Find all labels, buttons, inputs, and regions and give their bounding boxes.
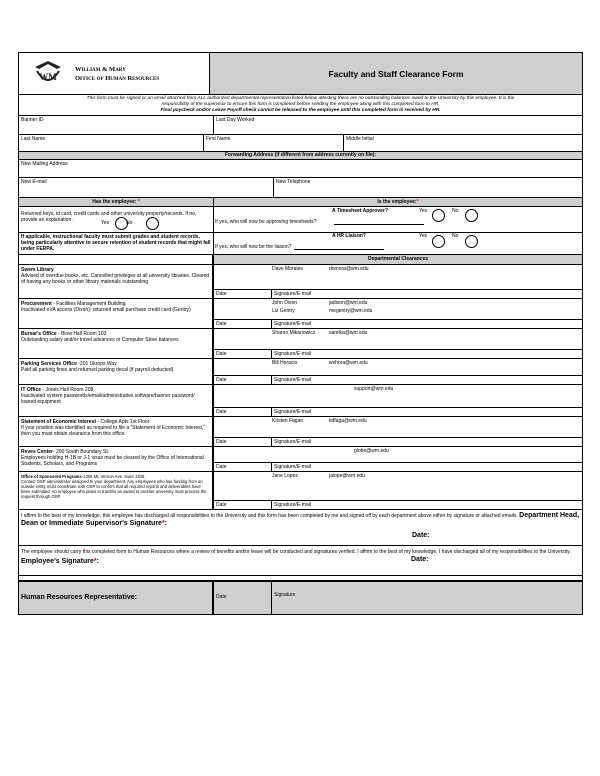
signature-line	[214, 289, 582, 298]
email-field[interactable]	[19, 178, 274, 197]
signature-field[interactable]: Signature/E-mail	[274, 291, 311, 297]
title-block	[209, 53, 582, 94]
timesheet-no-label: No	[452, 208, 459, 214]
date-field[interactable]: Date	[214, 376, 272, 384]
is-employee-header: Is the employee:	[377, 199, 417, 205]
contact-name: John Dixon	[272, 300, 298, 306]
contact-email[interactable]: megentry@wm.edu	[329, 308, 373, 314]
department-name: Reves Center	[21, 449, 53, 455]
liaison-no-radio[interactable]	[465, 235, 478, 248]
employee-affirm: The employee should carry this completed form to Human Resources where a review of benefits and/or leave will be conducted and signatures verified. I affirm to the best of my knowledge, I have discharged all of my responsibilities to the University. Employee's Signature*: Date:	[19, 546, 582, 576]
form-title: Faculty and Staff Clearance Form	[328, 68, 464, 79]
hr-date[interactable]: Date	[214, 582, 272, 614]
hr-signature[interactable]: Signature	[274, 592, 296, 598]
department-name: Procurement	[21, 301, 52, 307]
department-name: Bursar's Office	[21, 331, 57, 337]
signature-field[interactable]: Signature/E-mail	[274, 351, 311, 357]
forwarding-label: Forwarding Address (if different from address currently on file):	[224, 152, 377, 158]
timesheet-question	[214, 207, 582, 232]
department-location: -201 Ukrops Way	[76, 361, 117, 367]
signature-field[interactable]: Signature/E-mail	[274, 439, 311, 445]
middle-initial-field[interactable]	[344, 135, 582, 151]
contact-name: Kristen Fagan	[272, 418, 304, 424]
department-row	[19, 299, 582, 329]
signature-line	[214, 375, 582, 384]
last-day-label: Last Day Worked	[216, 117, 255, 123]
department-signoff	[214, 447, 582, 471]
department-row	[19, 472, 582, 510]
hr-row	[19, 582, 582, 614]
mailing-row[interactable]	[19, 160, 582, 178]
liaison-who-label: If yes, who will now be the liaison?	[215, 244, 292, 250]
logo-line2: Office of Human Resources	[75, 74, 160, 82]
date-field[interactable]: Date	[214, 350, 272, 358]
department-contacts	[214, 299, 582, 319]
banner-id-field[interactable]	[19, 116, 214, 134]
banner-row	[19, 116, 582, 135]
liaison-yes-radio[interactable]	[432, 235, 445, 248]
contact-name: Sharon Mikanowicz	[272, 330, 316, 336]
contact-row	[19, 178, 582, 198]
departmental-header: Departmental Clearances	[214, 255, 582, 264]
department-contacts	[214, 472, 582, 500]
contact-name: Liz Gentry	[272, 308, 295, 314]
department-location: - Facilities Management Building	[51, 301, 126, 307]
contact-email[interactable]: kdfaga@wm.edu	[329, 418, 367, 424]
contact-email[interactable]: globe@wm.edu	[354, 448, 389, 454]
department-contacts	[214, 385, 582, 407]
department-contacts	[214, 329, 582, 349]
instructional-row	[19, 233, 582, 255]
returned-text: Returned keys, id card, credit cards and other university property/records. If no, provide an explanation.	[21, 211, 197, 223]
signature-line	[214, 462, 582, 471]
department-row	[19, 447, 582, 472]
last-name-field[interactable]	[19, 135, 204, 151]
supervisor-affirm: I affirm to the best of my knowledge, this employee has discharged all responsibilities to the University and this form has been completed by me and signed off by each department above either by signature or attached emails. Department Head, Dean or Immediate Supervisor's Signature*: Date:	[19, 510, 582, 546]
signature-field[interactable]: Signature/E-mail	[274, 502, 311, 508]
signature-field[interactable]: Signature/E-mail	[274, 377, 311, 383]
header	[18, 52, 583, 94]
department-signoff	[214, 359, 582, 384]
department-description: Advised of overdue books, etc. Cancelled privileges at all university libraries. Cleared of having any books or other library materials outstanding	[21, 273, 210, 286]
department-name: Statement of Economic Interest	[21, 419, 97, 425]
signature-field[interactable]: Signature/E-mail	[274, 321, 311, 327]
department-contacts	[214, 417, 582, 437]
banner-id-label: Banner ID	[21, 117, 44, 123]
date-field[interactable]: Date	[214, 438, 272, 446]
department-info	[19, 417, 214, 446]
intro-line2: responsibility of the supervisor to ensure this form is completed before sending the employee along with this completed form to HR.	[161, 102, 440, 107]
department-location: - 200 South Boundary St.	[52, 449, 110, 455]
timesheet-label: A Timesheet Approver?	[332, 208, 388, 214]
department-description: Paid all parking fines and returned parking decal (if payroll deducted)	[21, 367, 174, 374]
returned-no-label: No	[126, 220, 133, 226]
departmental-header-row	[19, 255, 582, 265]
date-field[interactable]: Date	[214, 408, 272, 416]
supervisor-affirm-text: I affirm to the best of my knowledge, this employee has discharged all responsibilities to the University and this form has been completed by me and signed off by each department above either by signature or attached emails.	[21, 513, 518, 519]
contact-email[interactable]: samika@wm.edu	[329, 330, 368, 336]
department-description: If your position was identified as required to file a "Statement of Economic Interest," then you must obtain clearance from this office.	[21, 425, 206, 438]
mailing-label: New Mailing Address	[21, 161, 68, 167]
department-row	[19, 385, 582, 417]
department-info	[19, 329, 214, 358]
supervisor-signature-label: Department Head, Dean or Immediate Supervisor's Signature	[21, 512, 580, 527]
timesheet-no-radio[interactable]	[465, 209, 478, 222]
has-employee-header: Has the employee:	[92, 199, 137, 205]
university-seal-icon	[31, 59, 65, 89]
contact-email[interactable]: support@wm.edu	[354, 386, 394, 392]
liaison-label: A HR Liaison?	[332, 233, 366, 239]
liaison-no-label: No	[452, 233, 459, 239]
timesheet-yes-label: Yes	[419, 208, 428, 214]
department-signoff	[214, 299, 582, 328]
middle-initial-label: Middle Initial	[346, 136, 374, 142]
department-description: Employees holding H-1B or J-1 visas must be cleared by the Office of International Students, Scholars, and Programs	[21, 455, 204, 468]
date-field[interactable]: Date	[214, 463, 272, 471]
department-location: -1308 Mt. Vernon Ave. Suite 1308	[81, 474, 145, 479]
contact-name: Bill Horacio	[272, 360, 298, 366]
department-list	[19, 265, 582, 510]
date-field[interactable]: Date	[214, 320, 272, 328]
contact-name: Dave Morales	[272, 266, 303, 272]
signature-field[interactable]: Signature/E-mail	[274, 409, 311, 415]
department-name: IT Office	[21, 387, 42, 393]
department-row	[19, 417, 582, 447]
department-row	[19, 265, 582, 299]
department-signoff	[214, 265, 582, 298]
returned-row	[19, 207, 582, 233]
date-field[interactable]: Date	[214, 290, 272, 298]
department-description: Contact OSP administrator assigned to your department. Any employees who has funding from an outside entity must coordinate with OSP to confirm that all required reports and deliverables have been submitted. An employee who plans to transfer an award to another university must process the request through OSP.	[21, 479, 207, 499]
department-description: Inactivated system passwords/email/administrative software/banner password/ loaned equipment	[21, 393, 195, 406]
employee-affirm-text: The employee should carry this completed form to Human Resources where a review of benefits and/or leave will be conducted and signatures verified. I affirm to the best of my knowledge, I have discharged all of my responsibilities to the University.	[21, 549, 571, 555]
intro-line3: Final paycheck and/or Leave Payoff check cannot be released to the employee until this completed form is received by HR.	[160, 108, 441, 113]
department-description: Outstanding salary and/or travel advances or Computer Store balances	[21, 337, 179, 344]
signature-field[interactable]: Signature/E-mail	[274, 464, 311, 470]
signature-line	[214, 437, 582, 446]
email-label: New E-mail	[21, 179, 47, 185]
department-signoff	[214, 472, 582, 509]
department-info	[19, 359, 214, 384]
department-signoff	[214, 385, 582, 416]
department-signoff	[214, 329, 582, 358]
department-info	[19, 299, 214, 328]
department-row	[19, 359, 582, 385]
returned-no-radio[interactable]	[146, 217, 159, 230]
hr-label: Human Resources Representative:	[19, 582, 214, 614]
department-name: Office of Sponsored Programs	[21, 474, 82, 479]
contact-email[interactable]: dnmora@wm.edu	[329, 266, 369, 272]
department-location: - Jones Hall Room 208	[41, 387, 94, 393]
employee-signature-label: Employee's Signature	[21, 558, 94, 565]
signature-line	[214, 319, 582, 328]
department-contacts	[214, 447, 582, 462]
liaison-question	[214, 233, 582, 254]
timesheet-who-line[interactable]	[334, 224, 424, 225]
department-contacts	[214, 265, 582, 289]
first-name-label: First Name	[206, 136, 231, 142]
last-day-field[interactable]	[214, 116, 582, 134]
form-body	[18, 94, 583, 615]
forwarding-header	[19, 152, 582, 160]
last-name-label: Last Name	[21, 136, 46, 142]
svg-text:WM: WM	[39, 71, 57, 82]
employee-date-label: Date:	[411, 556, 429, 563]
supervisor-date-label: Date:	[412, 532, 430, 539]
timesheet-yes-radio[interactable]	[432, 209, 445, 222]
contact-email[interactable]: jalope@wm.edu	[329, 473, 365, 479]
department-info	[19, 385, 214, 416]
instructional-text: If applicable, instructional faculty must submit grades and student records, being particularly attentive to secure retention of student records that might fall under FERPA.	[19, 233, 214, 254]
logo-block	[19, 53, 209, 94]
contact-name: Jane Lopez	[272, 473, 298, 479]
intro-line1: This form must be signed or an email attached from ALL authorized departmental representative listed below attesting there are no outstanding balances owed to the University by this employee. It is the	[86, 96, 515, 101]
returned-question	[19, 207, 214, 232]
department-row	[19, 329, 582, 359]
first-name-field[interactable]	[204, 135, 344, 151]
department-info	[19, 472, 214, 509]
department-info	[19, 265, 214, 298]
contact-email[interactable]: jadixon@wm.edu	[329, 300, 368, 306]
signature-line	[214, 500, 582, 509]
phone-label: New Telephone	[276, 179, 311, 185]
liaison-yes-label: Yes	[419, 233, 428, 239]
logo-line1: William & Mary	[75, 65, 126, 73]
department-info	[19, 447, 214, 471]
department-name: Parking Services Office	[21, 361, 77, 367]
liaison-who-line[interactable]	[294, 249, 384, 250]
contact-email[interactable]: wxhora@wm.edu	[329, 360, 368, 366]
timesheet-who-label: If yes, who will now be approving timesheets?	[215, 219, 317, 225]
signature-line	[214, 407, 582, 416]
department-name: Swem Library	[21, 267, 54, 273]
name-row	[19, 135, 582, 152]
returned-yes-label: Yes	[101, 220, 110, 226]
phone-field[interactable]	[274, 178, 582, 197]
returned-yes-radio[interactable]	[115, 217, 128, 230]
department-location: - College Apts 1st Floor	[96, 419, 150, 425]
intro	[19, 95, 582, 116]
date-field[interactable]: Date	[214, 501, 272, 509]
department-contacts	[214, 359, 582, 375]
department-signoff	[214, 417, 582, 446]
signature-line	[214, 349, 582, 358]
department-location: - Blow Hall Room 103	[56, 331, 107, 337]
employee-header-row: Has the employee: * Is the employee:*	[19, 198, 582, 207]
department-description: Inactivated eVA access (Dixon); returned small purchase credit card (Gentry)	[21, 307, 191, 314]
